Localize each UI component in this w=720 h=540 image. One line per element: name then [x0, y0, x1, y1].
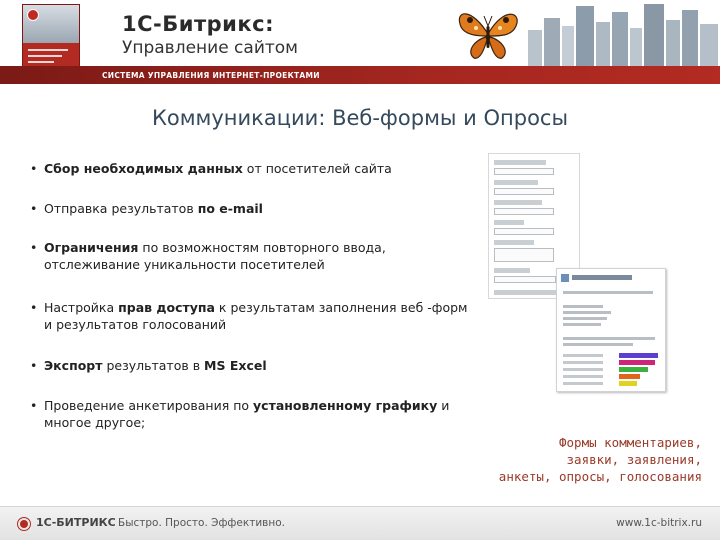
slide-title: Коммуникации: Веб-формы и Опросы	[151, 106, 569, 130]
list-item: • Отправка результатов по e-mail	[30, 200, 478, 217]
poll-bar-label	[563, 361, 603, 364]
poll-bar-label	[563, 375, 603, 378]
bitrix-logo-icon	[18, 518, 30, 530]
footer-slogan: Быстро. Просто. Эффективно.	[118, 517, 285, 529]
footer-brand: 1С-БИТРИКС	[36, 516, 116, 529]
list-item: • Сбор необходимых данных от посетителей сайта	[30, 160, 478, 177]
header-bar-text: СИСТЕМА УПРАВЛЕНИЯ ИНТЕРНЕТ-ПРОЕКТАМИ	[102, 71, 320, 80]
poll-bar	[619, 360, 655, 365]
list-item: • Проведение анкетирования по установленному графику и многое другое;	[30, 397, 478, 431]
brand-subtitle: Управление сайтом	[122, 38, 298, 58]
poll-bar-label	[563, 382, 603, 385]
list-item: • Настройка прав доступа к результатам заполнения веб -форм и результатов голосований	[30, 299, 478, 333]
list-item: • Экспорт результатов в MS Excel	[30, 357, 478, 374]
bitrix-logo-icon	[27, 9, 39, 21]
poll-bar	[619, 381, 637, 386]
chart-icon	[561, 274, 569, 282]
brand-title: 1С-Битрикс:	[122, 12, 274, 36]
city-skyline-image	[520, 0, 720, 68]
poll-bar	[619, 353, 658, 358]
caption-line: Формы комментариев,	[559, 435, 702, 450]
poll-bar	[619, 367, 648, 372]
list-item: • Ограничения по возможностям повторного ввода, отслеживание уникальности посетителей	[30, 239, 478, 273]
butterfly-image	[452, 0, 524, 68]
poll-bar-label	[563, 354, 603, 357]
poll-bar	[619, 374, 640, 379]
caption-line: заявки, заявления,	[566, 452, 702, 467]
poll-bar-label	[563, 368, 603, 371]
caption	[499, 434, 702, 485]
footer	[0, 506, 720, 540]
header	[0, 0, 720, 84]
footer-url[interactable]: www.1c-bitrix.ru	[616, 517, 702, 529]
poll-results-screenshot	[556, 268, 666, 392]
caption-line: анкеты, опросы, голосования	[498, 469, 702, 484]
